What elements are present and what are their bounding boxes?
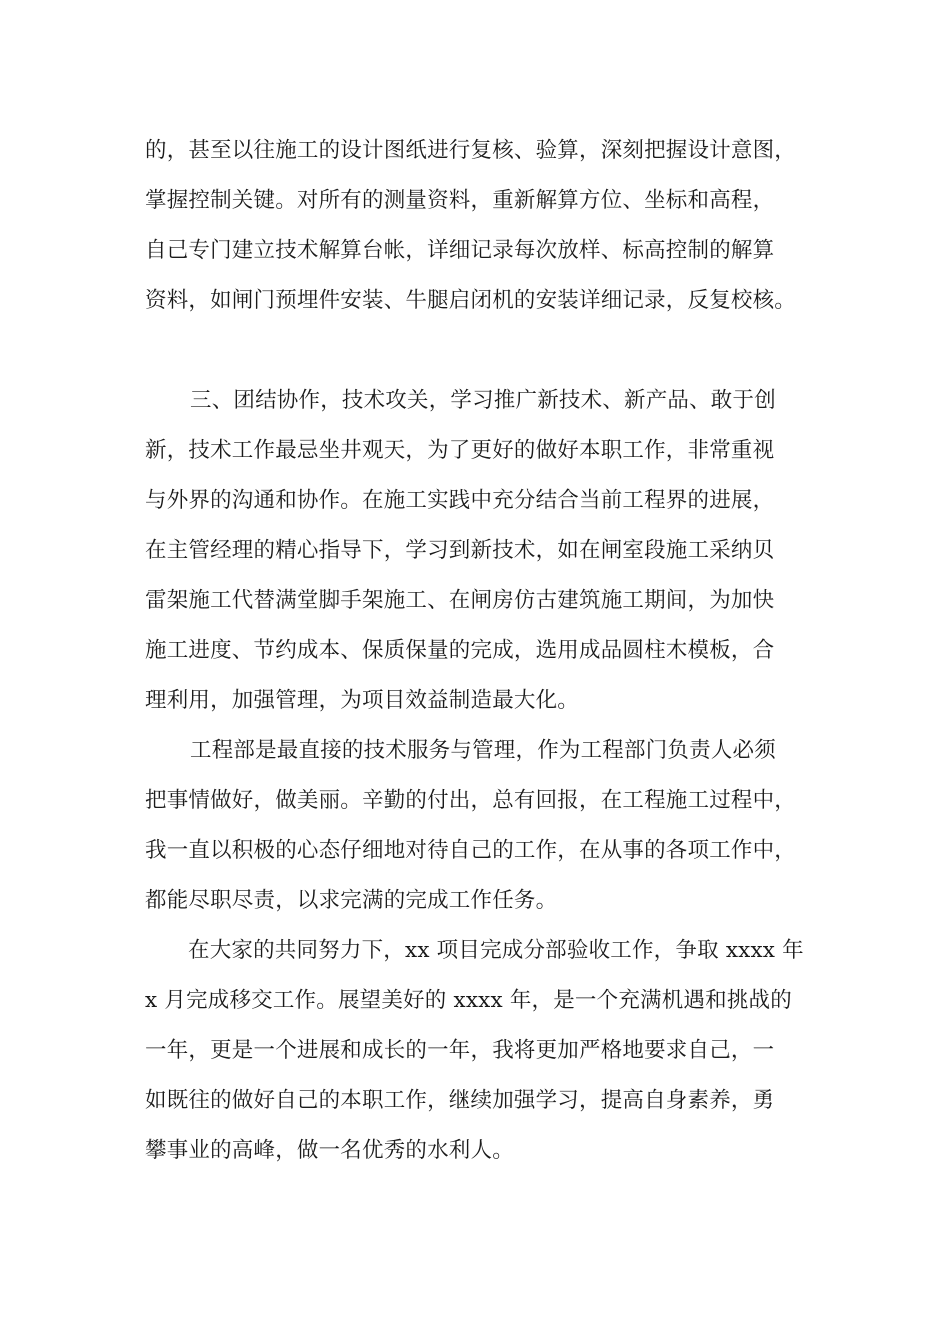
paragraph-4-line-2: x 月完成移交工作。展望美好的 xxxx 年，是一个充满机遇和挑战的 <box>145 988 792 1013</box>
paragraph-3-line-1: 工程部是最直接的技术服务与管理，作为工程部门负责人必须 <box>190 738 776 763</box>
paragraph-4-line-4: 如既往的做好自己的本职工作，继续加强学习，提高自身素养，勇 <box>145 1088 775 1113</box>
paragraph-1-line-2: 掌握控制关键。对所有的测量资料，重新解算方位、坐标和高程， <box>145 188 775 213</box>
paragraph-3-line-2: 把事情做好，做美丽。辛勤的付出，总有回报，在工程施工过程中， <box>145 788 797 813</box>
paragraph-1-line-3: 自己专门建立技术解算台帐，详细记录每次放样、标高控制的解算 <box>145 238 775 263</box>
paragraph-1-line-4: 资料，如闸门预埋件安装、牛腿启闭机的安装详细记录，反复校核。 <box>145 288 797 313</box>
paragraph-2-line-2: 新，技术工作最忌坐井观天，为了更好的做好本职工作，非常重视 <box>145 438 775 463</box>
paragraph-4-line-3: 一年，更是一个进展和成长的一年，我将更加严格地要求自己，一 <box>145 1038 775 1063</box>
paragraph-2-line-5: 雷架施工代替满堂脚手架施工、在闸房仿古建筑施工期间，为加快 <box>145 588 775 613</box>
paragraph-2-line-4: 在主管经理的精心指导下，学习到新技术，如在闸室段施工采纳贝 <box>145 538 775 563</box>
paragraph-2-line-6: 施工进度、节约成本、保质保量的完成，选用成品圆柱木模板，合 <box>145 638 775 663</box>
paragraph-2-line-3: 与外界的沟通和协作。在施工实践中充分结合当前工程界的进展， <box>145 488 775 513</box>
paragraph-2-line-7: 理利用，加强管理，为项目效益制造最大化。 <box>145 688 580 713</box>
paragraph-4-line-5: 攀事业的高峰，做一名优秀的水利人。 <box>145 1138 514 1163</box>
paragraph-3-line-3: 我一直以积极的心态仔细地对待自己的工作，在从事的各项工作中， <box>145 838 797 863</box>
paragraph-3-line-4: 都能尽职尽责，以求完满的完成工作任务。 <box>145 888 558 913</box>
paragraph-4-line-1: 在大家的共同努力下，xx 项目完成分部验收工作，争取 xxxx 年 <box>188 938 804 963</box>
paragraph-1-line-1: 的，甚至以往施工的设计图纸进行复核、验算，深刻把握设计意图， <box>145 138 797 163</box>
paragraph-2-line-1: 三、团结协作，技术攻关，学习推广新技术、新产品、敢于创 <box>190 388 776 413</box>
